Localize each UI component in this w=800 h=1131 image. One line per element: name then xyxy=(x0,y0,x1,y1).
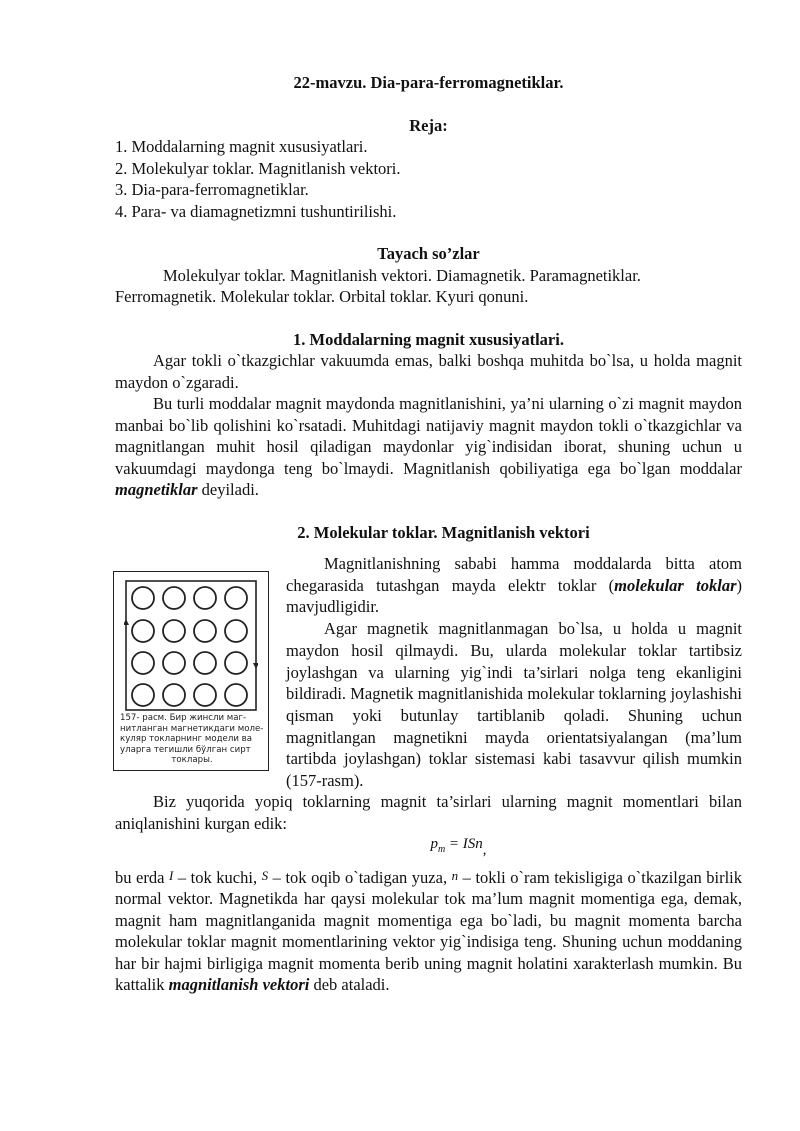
plan-item: 3. Dia-para-ferromagnetiklar. xyxy=(115,180,309,199)
section1-paragraph: Agar tokli o`tkazgichlar vakuumda emas, balki boshqa muhitda bo`lsa, u holda magnit maydon o`zgaradi. xyxy=(115,351,742,392)
keywords-text: Molekulyar toklar. Magnitlanish vektori. Diamagnetik. Paramagnetiklar. Ferromagnetik. Molekular toklar. Orbital toklar. Kyuri qonuni. xyxy=(115,265,641,306)
term-magnetiklar: magnetiklar xyxy=(115,480,198,499)
section2-paragraph: Agar magnetik magnitlanmagan bo`lsa, u holda u magnit maydon hosil qilmaydi. Bu, ularda molekular toklar tartibsiz joylashgan va ularning yig`indi ta’sirlari nolga teng ekanligini bildiradi. Magnetik magnitlanishida molekular toklarning joylashishi qisman yoki butunlay tartiblanib qoladi. Shuning uchun magnitlangan magnetikni mayda orientatsiyalangan (ma’lum tartibda joylashgan) toklar sistemasi kabi tasavvur qilish mumkin (157-rasm). xyxy=(286,619,742,791)
term-magnitlanish-vektori: magnitlanish vektori xyxy=(168,975,310,994)
figure-157 xyxy=(113,571,269,771)
plan-item: 4. Para- va diamagnetizmni tushuntirilishi. xyxy=(115,201,397,221)
plan-item: 1. Moddalarning magnit xususiyatlari. xyxy=(115,137,368,156)
section2-paragraph: Magnitlanishning sababi hamma moddalarda bitta atom chegarasida tutashgan mayda elektr toklar (molekular toklar) mavjudligidir. xyxy=(286,554,742,617)
plan-item: 2. Molekulyar toklar. Magnitlanish vektori. xyxy=(115,158,401,178)
section2-paragraph: bu erda I – tok kuchi, S – tok oqib o`tadigan yuza, n – tokli o`ram tekisligiga o`tkazilgan birlik normal vektor. Magnetikda har qaysi molekular tok ma’lum magnit momentiga ega, demak, magnit ham magnitlanganida magnit momentiga ega bo`ladi, bu magnit momenta barcha molekular toklar magnit momentlarining vektor yig`indisiga teng. Shuning uchun moddaning har bir hajmi birligiga magnit momenta berib uning magnit holatini xarakterlash mumkin. Bu kattalik magnitlanish vektori deb ataladi. xyxy=(115,867,742,994)
section1-heading: 1. Moddalarning magnit xususiyatlari. xyxy=(293,329,564,349)
molecular-currents-diagram xyxy=(124,579,258,712)
page-title: 22-mavzu. Dia-para-ferromagnetiklar. xyxy=(293,73,564,92)
section1-paragraph: Bu turli moddalar magnit maydonda magnitlanishini, ya’ni ularning o`zi magnit maydon manbai bo`lib qolishini ko`rsatadi. Muhitdagi natijaviy magnit maydon tokli o`tkazgichlar va magnitlangan muhit hosil qiladigan maydonlar yig`indisidan iborat, shuning uchun u vakuumdagi maydonga teng bo`lmaydi. Magnitlanish qobiliyatiga ega bo`lgan moddalar magnetiklar deyiladi. xyxy=(115,394,742,499)
section2-side-text xyxy=(286,553,742,792)
section2-heading: 2. Molekular toklar. Magnitlanish vektori xyxy=(297,522,590,542)
document-page xyxy=(115,72,742,543)
term-molekular-toklar: molekular toklar xyxy=(614,575,737,595)
section2-paragraph: Biz yuqorida yopiq toklarning magnit ta’sirlari ularning magnit momentlari bilan aniqlanishini kurgan edik: xyxy=(115,792,742,833)
magnetic-moment-formula: $p_m$ = ISn, xyxy=(430,836,487,858)
plan-heading: Reja: xyxy=(409,115,448,135)
keywords-heading: Tayach so’zlar xyxy=(377,244,480,263)
figure-caption: 157- расм. Бир жинсли маг- нитланган магнетикдаги моле- куляр токларнинг модели ва уларга тегишли бўлган сирт токлары. xyxy=(120,713,264,765)
section2-continued xyxy=(115,791,742,996)
